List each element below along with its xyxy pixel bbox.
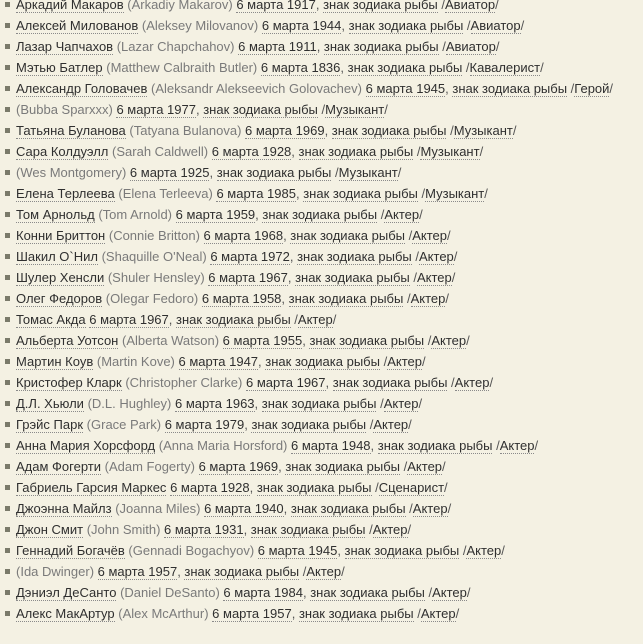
slash-separator: / — [371, 480, 379, 495]
zodiac-sign-link[interactable]: знак зодиака рыбы — [290, 501, 406, 516]
separator: , — [370, 438, 378, 453]
zodiac-sign-link[interactable]: знак зодиака рыбы — [332, 375, 448, 390]
slash-separator: / — [366, 417, 374, 432]
separator: , — [295, 186, 304, 201]
person-english-name: (Aleksandr Alekseevich Golovachev) — [150, 81, 362, 96]
zodiac-sign-link[interactable]: знак зодиака рыбы — [288, 291, 404, 306]
zodiac-sign-link[interactable]: знак зодиака рыбы — [295, 270, 410, 285]
list-item — [0, 351, 643, 372]
bullet-icon — [5, 380, 10, 385]
separator: , — [254, 396, 262, 411]
trailing-slash: / — [408, 417, 412, 432]
profession-link[interactable]: Актер — [407, 459, 443, 474]
bullet-icon — [5, 506, 10, 511]
person-name-link[interactable]: Алексей Милованов — [16, 18, 139, 33]
separator: , — [289, 249, 298, 264]
separator: , — [287, 270, 296, 285]
profession-link[interactable]: Актер — [410, 291, 446, 306]
profession-link[interactable]: Кавалерист — [469, 60, 541, 75]
bullet-icon — [5, 275, 10, 280]
list-item — [0, 330, 643, 351]
person-english-name: (Arkadiy Makarov) — [127, 0, 233, 12]
profession-link[interactable]: Авиатор — [445, 0, 495, 13]
slash-separator: / — [403, 291, 411, 306]
slash-separator: / — [413, 606, 421, 621]
birth-date-link[interactable]: 6 марта 1925 — [129, 165, 210, 180]
trailing-slash: / — [421, 354, 426, 369]
profession-link[interactable]: Актер — [454, 375, 490, 390]
person-name-link[interactable]: Мэтью Батлер — [16, 60, 103, 75]
person-english-name: (Connie Britton) — [108, 228, 200, 243]
person-english-name: (Shuler Hensley) — [107, 270, 205, 285]
profession-link[interactable]: Актер — [466, 543, 502, 558]
person-english-name: (Daniel DeSanto) — [120, 585, 220, 600]
zodiac-sign-link[interactable]: знак зодиака рыбы — [377, 438, 493, 453]
person-english-name: (Christopher Clarke) — [125, 375, 243, 390]
person-english-name: (Shaquille O'Neal) — [101, 249, 207, 264]
bullet-icon — [5, 128, 10, 133]
person-name-link[interactable]: Кристофер Кларк — [16, 375, 122, 390]
slash-separator: / — [400, 459, 408, 474]
trailing-slash: / — [489, 375, 494, 390]
person-name-link[interactable]: Геннадий Богачёв — [16, 543, 125, 558]
birth-date-link[interactable]: 6 марта 1836 — [260, 60, 341, 75]
bullet-icon — [5, 170, 10, 175]
list-item — [0, 288, 643, 309]
profession-link[interactable]: Актер — [432, 585, 467, 600]
trailing-slash: / — [479, 144, 484, 159]
slash-separator: / — [417, 186, 426, 201]
trailing-slash: / — [451, 270, 456, 285]
list-item — [0, 15, 643, 36]
trailing-slash: / — [418, 396, 423, 411]
trailing-slash: / — [484, 186, 488, 201]
separator: , — [325, 375, 333, 390]
person-english-name: (Tatyana Bulanova) — [129, 123, 242, 138]
bullet-icon — [5, 2, 10, 7]
bullet-icon — [5, 191, 10, 196]
birth-date-link[interactable]: 6 марта 1969 — [245, 123, 325, 138]
slash-separator: / — [379, 354, 388, 369]
separator: , — [316, 39, 324, 54]
separator: , — [283, 228, 291, 243]
bullet-icon — [5, 422, 10, 427]
person-english-name: (Tom Arnold) — [98, 207, 173, 222]
trailing-slash: / — [540, 60, 544, 75]
person-english-name: (Aleksey Milovanov) — [141, 18, 259, 33]
person-english-name: (Olegar Fedoro) — [105, 291, 199, 306]
bullet-icon — [5, 296, 10, 301]
person-name-link[interactable]: Аркадий Макаров — [16, 0, 124, 13]
birth-date-link[interactable]: 6 марта 1911 — [238, 39, 317, 54]
profession-link[interactable]: Актер — [412, 501, 448, 516]
separator: , — [209, 165, 217, 180]
separator: , — [249, 480, 257, 495]
separator: , — [243, 522, 251, 537]
bullet-icon — [5, 107, 10, 112]
trailing-slash: / — [341, 564, 345, 579]
separator: , — [177, 564, 185, 579]
list-item — [0, 519, 643, 540]
slash-separator: / — [567, 81, 575, 96]
profession-link[interactable]: Актер — [387, 354, 422, 369]
trailing-slash: / — [407, 522, 412, 537]
birth-date-link[interactable]: 6 марта 1944 — [261, 18, 342, 33]
birth-date-link[interactable]: 6 марта 1928 — [211, 144, 292, 159]
separator: , — [244, 417, 252, 432]
person-name-link[interactable]: Елена Терлеева — [16, 186, 115, 201]
list-item — [0, 414, 643, 435]
birth-date-link[interactable]: 6 марта 1928 — [170, 480, 250, 495]
person-english-name: (Anna Maria Horsford) — [158, 438, 288, 453]
zodiac-sign-link[interactable]: знак зодиака рыбы — [184, 564, 300, 579]
profession-link[interactable]: Музыкант — [338, 165, 398, 180]
trailing-slash: / — [447, 501, 452, 516]
zodiac-sign-link[interactable]: знак зодиака рыбы — [262, 207, 378, 222]
bullet-icon — [5, 548, 10, 553]
list-item — [0, 120, 643, 141]
separator: , — [341, 18, 349, 33]
birth-date-link[interactable]: 6 марта 1967 — [245, 375, 326, 390]
list-item — [0, 603, 643, 624]
bullet-icon — [5, 317, 10, 322]
zodiac-sign-link[interactable]: знак зодиака рыбы — [331, 123, 447, 138]
birth-date-link[interactable]: 6 марта 1977 — [116, 102, 196, 117]
zodiac-sign-link[interactable]: знак зодиака рыбы — [251, 417, 367, 432]
slash-separator: / — [438, 39, 446, 54]
trailing-slash: / — [332, 312, 337, 327]
zodiac-sign-link[interactable]: знак зодиака рыбы — [176, 312, 291, 327]
profession-link[interactable]: Актер — [419, 249, 454, 264]
slash-separator: / — [404, 228, 413, 243]
separator: , — [445, 81, 453, 96]
trailing-slash: / — [495, 39, 500, 54]
person-name-link[interactable]: Адам Фогерти — [16, 459, 101, 474]
bullet-icon — [5, 23, 10, 28]
zodiac-sign-link[interactable]: знак зодиака рыбы — [265, 354, 380, 369]
slash-separator: / — [290, 312, 298, 327]
profession-link[interactable]: Музыкант — [425, 186, 485, 201]
list-item — [0, 393, 643, 414]
separator: , — [168, 312, 176, 327]
zodiac-sign-link[interactable]: знак зодиака рыбы — [297, 249, 412, 264]
separator: , — [291, 144, 299, 159]
profession-link[interactable]: Актер — [297, 312, 333, 327]
profession-link[interactable]: Музыкант — [325, 102, 385, 117]
profession-link[interactable]: Актер — [499, 438, 535, 453]
slash-separator: / — [405, 501, 413, 516]
separator: , — [278, 459, 286, 474]
person-english-name: (Gennadi Bogachyov) — [128, 543, 255, 558]
birth-date-link[interactable]: 6 марта 1972 — [210, 249, 290, 264]
bullet-icon — [5, 611, 10, 616]
person-english-name: (Ida Dwinger) — [16, 564, 95, 579]
birth-date-link[interactable]: 6 марта 1958 — [201, 291, 282, 306]
zodiac-sign-link[interactable]: знак зодиака рыбы — [298, 144, 414, 159]
separator: , — [302, 585, 311, 600]
profession-link[interactable]: Актер — [412, 228, 447, 243]
bullet-icon — [5, 485, 10, 490]
person-english-name: (Bubba Sparxxx) — [16, 102, 113, 117]
trailing-slash: / — [466, 333, 470, 348]
person-english-name: (Alex McArthur) — [118, 606, 209, 621]
trailing-slash: / — [466, 585, 471, 600]
person-english-name: (Adam Fogerty) — [104, 459, 195, 474]
separator: , — [283, 501, 291, 516]
list-item — [0, 372, 643, 393]
profession-link[interactable]: Актер — [416, 270, 452, 285]
profession-link[interactable]: Музыкант — [420, 144, 480, 159]
list-item — [0, 561, 643, 582]
list-item — [0, 477, 643, 498]
profession-link[interactable]: Авиатор — [470, 18, 521, 33]
birth-date-link[interactable]: 6 марта 1979 — [164, 417, 245, 432]
bullet-icon — [5, 569, 10, 574]
slash-separator: / — [463, 18, 471, 33]
person-name-link[interactable]: Джоэнна Майлз — [16, 501, 112, 516]
slash-separator: / — [411, 249, 419, 264]
person-name-link[interactable]: Алекс МакАртур — [16, 606, 115, 621]
person-english-name: (Elena Terleeva) — [118, 186, 213, 201]
trailing-slash: / — [495, 0, 499, 12]
slash-separator: / — [331, 165, 339, 180]
bullet-icon — [5, 254, 10, 259]
zodiac-sign-link[interactable]: знак зодиака рыбы — [348, 18, 464, 33]
person-name-link[interactable]: Томас Акда — [16, 312, 86, 327]
bullet-icon — [5, 590, 10, 595]
list-item — [0, 582, 643, 603]
list-item — [0, 225, 643, 246]
list-item — [0, 141, 643, 162]
person-name-link[interactable]: Олег Федоров — [16, 291, 103, 306]
person-name-link[interactable]: Джон Смит — [16, 522, 84, 537]
zodiac-sign-link[interactable]: знак зодиака рыбы — [344, 543, 460, 558]
slash-separator: / — [409, 270, 417, 285]
person-name-link[interactable]: Анна Мария Хорсфорд — [16, 438, 156, 453]
profession-link[interactable]: Авиатор — [445, 39, 496, 54]
trailing-slash: / — [453, 249, 458, 264]
birth-date-link[interactable]: 6 марта 1984 — [223, 585, 303, 600]
trailing-slash: / — [455, 606, 460, 621]
trailing-slash: / — [520, 18, 525, 33]
person-name-link[interactable]: Альберта Уотсон — [16, 333, 119, 348]
profession-link[interactable]: Сценарист — [378, 480, 445, 495]
zodiac-sign-link[interactable]: знак зодиака рыбы — [256, 480, 372, 495]
person-name-link[interactable]: Дэниэл ДеСанто — [16, 585, 117, 600]
slash-separator: / — [299, 564, 307, 579]
slash-separator: / — [447, 375, 455, 390]
person-english-name: (John Smith) — [86, 522, 161, 537]
separator: , — [337, 543, 345, 558]
birth-date-link[interactable]: 6 марта 1957 — [97, 564, 178, 579]
list-item — [0, 0, 643, 15]
birth-date-link[interactable]: 6 марта 1948 — [291, 438, 371, 453]
trailing-slash: / — [397, 165, 402, 180]
bullet-icon — [5, 149, 10, 154]
trailing-slash: / — [445, 291, 449, 306]
birth-date-link[interactable]: 6 марта 1940 — [204, 501, 284, 516]
birth-date-link[interactable]: 6 марта 1985 — [216, 186, 296, 201]
list-item — [0, 78, 643, 99]
slash-separator: / — [317, 102, 326, 117]
zodiac-sign-link[interactable]: знак зодиака рыбы — [347, 60, 463, 75]
bullet-icon — [5, 44, 10, 49]
zodiac-sign-link[interactable]: знак зодиака рыбы — [290, 228, 405, 243]
birth-date-link[interactable]: 6 марта 1959 — [175, 207, 256, 222]
trailing-slash: / — [501, 543, 505, 558]
profession-link[interactable]: Актер — [431, 333, 467, 348]
bullet-icon — [5, 65, 10, 70]
slash-separator: / — [365, 522, 373, 537]
bullet-icon — [5, 401, 10, 406]
separator: , — [324, 123, 332, 138]
profession-link[interactable]: Музыкант — [453, 123, 513, 138]
birth-date-link[interactable]: 6 марта 1955 — [222, 333, 303, 348]
separator: , — [258, 354, 266, 369]
birth-date-link[interactable]: 6 марта 1945 — [257, 543, 338, 558]
zodiac-sign-link[interactable]: знак зодиака рыбы — [323, 0, 438, 13]
slash-separator: / — [459, 543, 467, 558]
person-english-name: (D.L. Hughley) — [87, 396, 172, 411]
trailing-slash: / — [384, 102, 388, 117]
profession-link[interactable]: Актер — [384, 207, 420, 222]
person-name-link[interactable]: Д.Л. Хьюли — [16, 396, 84, 411]
birth-date-link[interactable]: 6 марта 1968 — [203, 228, 284, 243]
bullet-icon — [5, 338, 10, 343]
person-english-name: (Sarah Caldwell) — [112, 144, 209, 159]
zodiac-sign-link[interactable]: знак зодиака рыбы — [250, 522, 366, 537]
zodiac-sign-link[interactable]: знак зодиака рыбы — [310, 585, 425, 600]
person-name-link[interactable]: Мартин Коув — [16, 354, 94, 369]
slash-separator: / — [424, 585, 433, 600]
birth-date-link[interactable]: 6 марта 1963 — [175, 396, 255, 411]
person-english-name: (Grace Park) — [86, 417, 162, 432]
list-item — [0, 99, 643, 120]
slash-separator: / — [424, 333, 432, 348]
zodiac-sign-link[interactable]: знак зодиака рыбы — [261, 396, 377, 411]
trailing-slash: / — [442, 459, 446, 474]
person-name-link[interactable]: Сара Колдуэлл — [16, 144, 109, 159]
person-english-name: (Alberta Watson) — [121, 333, 220, 348]
birth-date-link[interactable]: 6 марта 1945 — [365, 81, 446, 96]
person-name-link[interactable]: Грэйс Парк — [16, 417, 84, 432]
zodiac-sign-link[interactable]: знак зодиака рыбы — [452, 81, 568, 96]
separator: , — [315, 0, 324, 12]
slash-separator: / — [376, 396, 384, 411]
list-item — [0, 162, 643, 183]
person-english-name: (Matthew Calbraith Butler) — [106, 60, 258, 75]
trailing-slash: / — [419, 207, 423, 222]
person-name-link[interactable]: Габриель Гарсия Маркес — [16, 480, 167, 495]
bullet-icon — [5, 359, 10, 364]
person-english-name: (Martin Kove) — [96, 354, 175, 369]
separator: , — [291, 606, 299, 621]
birth-date-link[interactable]: 6 марта 1967 — [89, 312, 169, 327]
zodiac-sign-link[interactable]: знак зодиака рыбы — [216, 165, 332, 180]
birth-date-link[interactable]: 6 марта 1947 — [178, 354, 259, 369]
zodiac-sign-link[interactable]: знак зодиака рыбы — [309, 333, 425, 348]
list-item — [0, 246, 643, 267]
trailing-slash: / — [609, 81, 614, 96]
person-english-name: (Joanna Miles) — [115, 501, 201, 516]
separator: , — [281, 291, 289, 306]
profession-link[interactable]: Актер — [373, 417, 409, 432]
slash-separator: / — [462, 60, 470, 75]
bullet-icon — [5, 233, 10, 238]
list-item — [0, 456, 643, 477]
bullet-icon — [5, 86, 10, 91]
list-item — [0, 36, 643, 57]
zodiac-sign-link[interactable]: знак зодиака рыбы — [303, 186, 418, 201]
person-name-link[interactable]: Александр Головачев — [16, 81, 148, 96]
trailing-slash: / — [447, 228, 451, 243]
birth-date-link[interactable]: 6 марта 1931 — [164, 522, 244, 537]
trailing-slash: / — [534, 438, 539, 453]
separator: , — [302, 333, 310, 348]
person-name-link[interactable]: Лазар Чапчахов — [16, 39, 114, 54]
profession-link[interactable]: Герой — [574, 81, 610, 96]
separator: , — [255, 207, 263, 222]
person-english-name: (Lazar Chapchahov) — [116, 39, 235, 54]
slash-separator: / — [446, 123, 454, 138]
profession-link[interactable]: Актер — [306, 564, 342, 579]
profession-link[interactable]: Актер — [372, 522, 408, 537]
slash-separator: / — [377, 207, 385, 222]
zodiac-sign-link[interactable]: знак зодиака рыбы — [323, 39, 439, 54]
profession-link[interactable]: Актер — [383, 396, 419, 411]
bullet-icon — [5, 212, 10, 217]
list-item — [0, 183, 643, 204]
list-item — [0, 267, 643, 288]
slash-separator: / — [437, 0, 446, 12]
list-item — [0, 57, 643, 78]
slash-separator: / — [492, 438, 500, 453]
bullet-icon — [5, 527, 10, 532]
slash-separator: / — [413, 144, 421, 159]
birth-date-link[interactable]: 6 марта 1957 — [212, 606, 292, 621]
person-name-link[interactable]: Шакил О`Нил — [16, 249, 98, 264]
person-name-link[interactable]: Шулер Хенсли — [16, 270, 105, 285]
list-item — [0, 435, 643, 456]
zodiac-sign-link[interactable]: знак зодиака рыбы — [203, 102, 318, 117]
birth-date-link[interactable]: 6 марта 1967 — [208, 270, 288, 285]
zodiac-sign-link[interactable]: знак зодиака рыбы — [298, 606, 414, 621]
separator: , — [340, 60, 348, 75]
list-item — [0, 498, 643, 519]
bullet-icon — [5, 464, 10, 469]
separator: , — [195, 102, 204, 117]
zodiac-sign-link[interactable]: знак зодиака рыбы — [285, 459, 401, 474]
person-name-link[interactable]: Татьяна Буланова — [16, 123, 126, 138]
list-item — [0, 540, 643, 561]
profession-link[interactable]: Актер — [420, 606, 456, 621]
trailing-slash: / — [512, 123, 517, 138]
birth-date-link[interactable]: 6 марта 1969 — [198, 459, 279, 474]
person-name-link[interactable]: Конни Бриттон — [16, 228, 106, 243]
trailing-slash: / — [444, 480, 448, 495]
birth-date-link[interactable]: 6 марта 1917 — [236, 0, 316, 13]
person-name-link[interactable]: Том Арнольд — [16, 207, 95, 222]
list-item — [0, 204, 643, 225]
bullet-icon — [5, 443, 10, 448]
person-english-name: (Wes Montgomery) — [16, 165, 127, 180]
list-item — [0, 309, 643, 330]
